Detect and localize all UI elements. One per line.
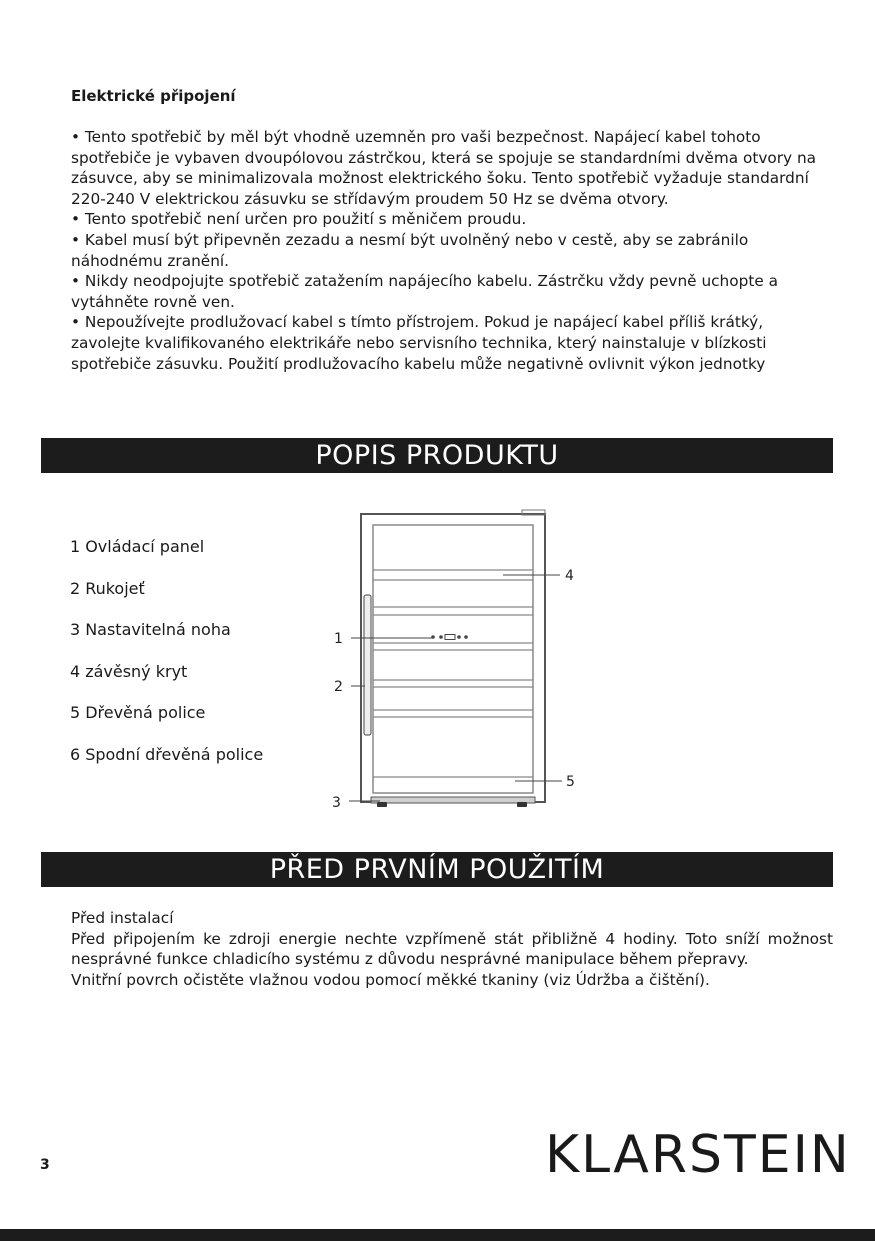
base xyxy=(371,797,535,803)
parts-list-item xyxy=(70,743,263,785)
part-number: 4 xyxy=(70,661,81,681)
part-label: Nastavitelná noha xyxy=(85,620,231,640)
instruction-item: • Nepoužívejte prodlužovací kabel s tímto přístrojem. Pokud je napájecí kabel příliš krátký, zavolejte kvalifikovaného elektrikáře nebo servisního technika, který nainstaluje v blízkosti spotřebiče zásuvku. Použití prodlužovacího kabelu může negativně ovlivnit výkon jednotky xyxy=(71,313,767,373)
part-label: Spodní dřevěná police xyxy=(85,744,264,764)
callout-label-5: 5 xyxy=(566,774,575,790)
parts-list-item xyxy=(70,577,263,619)
part-number: 2 xyxy=(70,578,81,598)
instruction-item: • Nikdy neodpojujte spotřebič zatažením napájecího kabelu. Zástrčku vždy pevně uchopte a vytáhněte rovně ven. xyxy=(71,272,778,311)
before-use-text xyxy=(71,908,833,990)
part-number: 1 xyxy=(70,537,81,556)
part-number: 5 xyxy=(70,703,81,723)
brand-logo: KLARSTEIN xyxy=(545,1125,851,1185)
callout-label-2: 2 xyxy=(334,679,343,695)
part-label: Rukojeť xyxy=(85,578,145,598)
parts-list-item xyxy=(70,660,263,702)
page-number: 3 xyxy=(40,1157,50,1173)
part-label: závěsný kryt xyxy=(85,661,188,681)
glass-panel xyxy=(373,525,533,793)
instruction-item: • Kabel musí být připevněn zezadu a nesmí být uvolněný nebo v cestě, aby se zabránilo náhodnému zranění. xyxy=(71,230,749,270)
section-title-electrical: Elektrické připojení xyxy=(71,87,236,105)
callout-label-1: 1 xyxy=(334,631,343,647)
callout-lines xyxy=(349,575,562,801)
instruction-item: • Tento spotřebič by měl být vhodně uzemněn pro vaši bezpečnost. Napájecí kabel tohoto spotřebiče je vybaven dvoupólovou zástrčkou, která se spojuje se standardními dvěma otvory na zásuvce, aby se minimalizovala možnost elektrického šoku. Tento spotřebič vyžaduje standardní 220-240 V elektrickou zásuvku se střídavým proudem 50 Hz se dvěma otvory. xyxy=(71,128,817,208)
parts-list xyxy=(70,535,263,785)
banner-product-description: POPIS PRODUKTU xyxy=(41,438,833,473)
fridge-diagram xyxy=(325,505,585,815)
shelves xyxy=(373,570,533,777)
before-use-heading: Před instalací xyxy=(71,909,174,927)
callout-label-4: 4 xyxy=(565,568,574,584)
parts-list-item xyxy=(70,535,263,577)
footer-bar xyxy=(0,1229,875,1241)
cleaning-note: Vnitřní povrch očistěte vlažnou vodou pomocí měkké tkaniny (viz Údržba a čištění). xyxy=(71,970,710,989)
part-number: 3 xyxy=(70,620,81,640)
instruction-item: • Tento spotřebič není určen pro použití s měničem proudu. xyxy=(71,210,527,229)
parts-list-item xyxy=(70,701,263,743)
callout-label-3: 3 xyxy=(332,795,341,811)
part-number: 6 xyxy=(70,744,81,764)
cabinet-outline xyxy=(361,514,545,802)
part-label: Ovládací panel xyxy=(85,537,205,556)
electrical-instructions xyxy=(71,127,833,374)
control-panel xyxy=(431,635,468,640)
parts-list-item xyxy=(70,618,263,660)
before-use-paragraph: Před připojením ke zdroji energie nechte vzpřímeně stát přibližně 4 hodiny. Toto sníží možnost nesprávné funkce chladicího systému z důvodu nesprávné manipulace během přepravy. xyxy=(71,929,833,969)
banner-before-first-use: PŘED PRVNÍM POUŽITÍM xyxy=(41,852,833,887)
part-label: Dřevěná police xyxy=(85,703,206,723)
handle xyxy=(364,595,371,735)
